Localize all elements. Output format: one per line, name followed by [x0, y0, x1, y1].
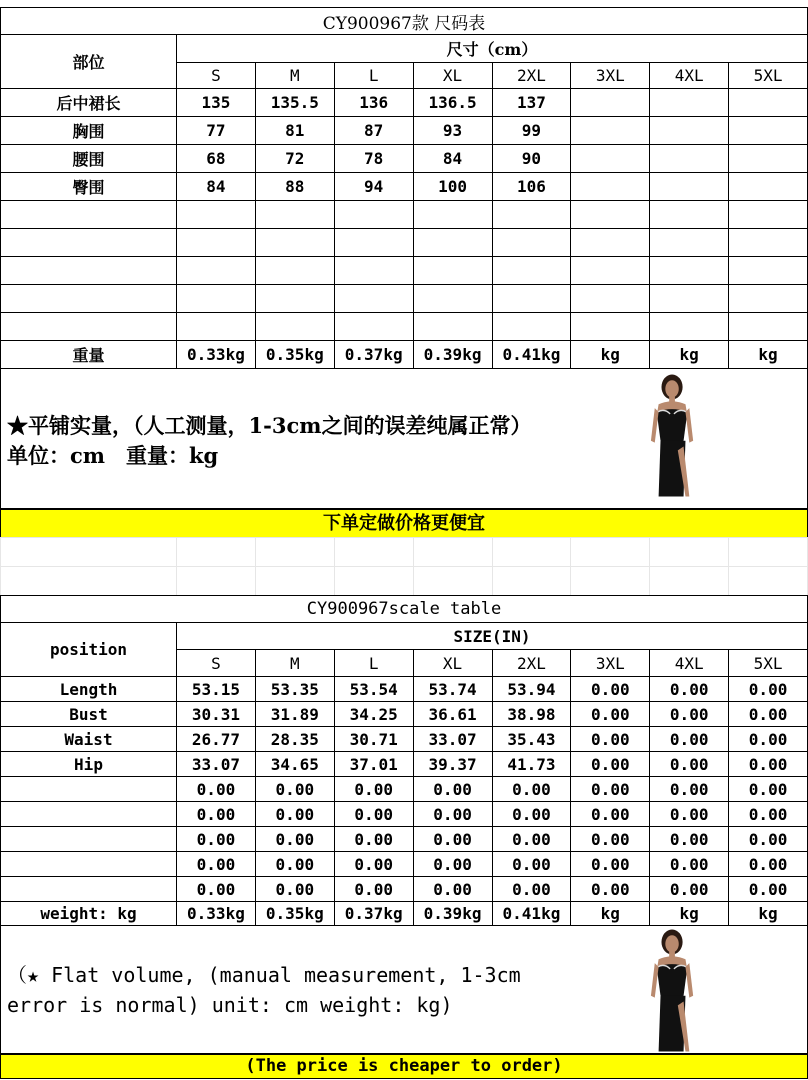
cn-cell: [571, 285, 650, 313]
en-row-label: Waist: [1, 727, 177, 752]
en-size-xl: XL: [413, 650, 492, 677]
cn-cell: [255, 201, 334, 229]
cn-size-table: [0, 7, 808, 369]
en-cell: 39.37: [413, 752, 492, 777]
cn-cell: 135: [177, 89, 256, 117]
cn-cell: [255, 257, 334, 285]
en-cell: 0.00: [571, 877, 650, 902]
model-photo: [649, 371, 697, 499]
cn-cell: [334, 313, 413, 341]
en-cell: 0.00: [729, 827, 808, 852]
en-table-row: [1, 702, 808, 727]
en-cell: 0.00: [334, 827, 413, 852]
cn-size-2xl: 2XL: [492, 63, 571, 89]
cn-row-label: 胸围: [1, 117, 177, 145]
en-weight-cell: kg: [571, 902, 650, 926]
en-weight-cell: 0.35kg: [255, 902, 334, 926]
en-banner: (The price is cheaper to order): [0, 1054, 808, 1079]
en-cell: 0.00: [334, 777, 413, 802]
en-weight-cell: kg: [650, 902, 729, 926]
cn-cell: 81: [255, 117, 334, 145]
en-cell: 26.77: [177, 727, 256, 752]
cn-row-label: [1, 285, 177, 313]
en-cell: 0.00: [729, 702, 808, 727]
en-cell: 0.00: [729, 777, 808, 802]
en-weight-cell: 0.33kg: [177, 902, 256, 926]
cn-size-xl: XL: [413, 63, 492, 89]
en-cell: 53.35: [255, 677, 334, 702]
cn-table-row: [1, 173, 808, 201]
cn-cell: 77: [177, 117, 256, 145]
en-table-row: [1, 877, 808, 902]
en-weight-label: weight: kg: [1, 902, 177, 926]
cn-row-label: 后中裙长: [1, 89, 177, 117]
cn-table-row: [1, 229, 808, 257]
cn-size-4xl: 4XL: [650, 63, 729, 89]
cn-cell: [650, 173, 729, 201]
cn-weight-cell: kg: [571, 341, 650, 369]
cn-cell: [729, 229, 808, 257]
en-size-s: S: [177, 650, 256, 677]
en-cell: 0.00: [334, 877, 413, 902]
cn-row-label: [1, 313, 177, 341]
cn-cell: [729, 117, 808, 145]
en-cell: 0.00: [650, 677, 729, 702]
cn-cell: [650, 285, 729, 313]
cn-cell: [729, 201, 808, 229]
cn-weight-label: 重量: [1, 341, 177, 369]
cn-cell: [571, 117, 650, 145]
en-table-row: [1, 727, 808, 752]
en-weight-row: [1, 902, 808, 926]
cn-note: [7, 411, 531, 471]
en-cell: 0.00: [650, 802, 729, 827]
cn-cell: 88: [255, 173, 334, 201]
en-cell: 0.00: [334, 852, 413, 877]
en-table-row: [1, 852, 808, 877]
cn-cell: [177, 229, 256, 257]
en-cell: 28.35: [255, 727, 334, 752]
en-cell: 0.00: [571, 752, 650, 777]
en-table-row: [1, 752, 808, 777]
en-cell: 0.00: [492, 877, 571, 902]
en-weight-cell: kg: [729, 902, 808, 926]
en-cell: 0.00: [571, 677, 650, 702]
cn-note-line1: ★平铺实量，（人工测量，1-3cm之间的误差纯属正常）: [7, 413, 532, 438]
cn-row-label: [1, 201, 177, 229]
cn-weight-cell: kg: [650, 341, 729, 369]
cn-cell: 68: [177, 145, 256, 173]
en-row-label: [1, 802, 177, 827]
en-cell: 0.00: [650, 777, 729, 802]
cn-size-chart: [0, 7, 808, 538]
en-table-row: [1, 827, 808, 852]
cn-cell: [571, 313, 650, 341]
en-row-label: [1, 877, 177, 902]
cn-cell: [334, 229, 413, 257]
en-cell: 0.00: [492, 852, 571, 877]
en-weight-cell: 0.39kg: [413, 902, 492, 926]
cn-cell: [413, 285, 492, 313]
cn-table-row: [1, 201, 808, 229]
en-cell: 0.00: [729, 802, 808, 827]
cn-cell: [255, 313, 334, 341]
en-cell: 53.94: [492, 677, 571, 702]
cn-position-header: 部位: [1, 35, 177, 89]
cn-cell: [571, 145, 650, 173]
cn-cell: [492, 285, 571, 313]
cn-cell: [650, 145, 729, 173]
en-cell: 0.00: [177, 852, 256, 877]
cn-row-label: [1, 229, 177, 257]
cn-cell: [571, 89, 650, 117]
cn-size-l: L: [334, 63, 413, 89]
en-cell: 41.73: [492, 752, 571, 777]
en-table-row: [1, 777, 808, 802]
cn-cell: [177, 285, 256, 313]
cn-size-3xl: 3XL: [571, 63, 650, 89]
en-size-2xl: 2XL: [492, 650, 571, 677]
en-size-l: L: [334, 650, 413, 677]
en-cell: 35.43: [492, 727, 571, 752]
cn-cell: [729, 285, 808, 313]
en-cell: 37.01: [334, 752, 413, 777]
cn-cell: 135.5: [255, 89, 334, 117]
cn-weight-cell: 0.37kg: [334, 341, 413, 369]
cn-cell: 84: [177, 173, 256, 201]
en-size-3xl: 3XL: [571, 650, 650, 677]
en-note: [7, 960, 521, 1020]
en-cell: 0.00: [571, 802, 650, 827]
en-cell: 0.00: [729, 677, 808, 702]
cn-cell: [413, 313, 492, 341]
cn-cell: [650, 229, 729, 257]
cn-cell: [334, 285, 413, 313]
en-size-m: M: [255, 650, 334, 677]
cn-cell: 87: [334, 117, 413, 145]
en-cell: 0.00: [255, 852, 334, 877]
en-cell: 0.00: [334, 802, 413, 827]
en-cell: 0.00: [255, 877, 334, 902]
cn-table-row: [1, 257, 808, 285]
en-cell: 0.00: [729, 752, 808, 777]
en-table-title: CY900967scale table: [1, 596, 808, 623]
cn-cell: [650, 313, 729, 341]
cn-cell: 106: [492, 173, 571, 201]
en-cell: 0.00: [255, 802, 334, 827]
en-size-5xl: 5XL: [729, 650, 808, 677]
cn-cell: [255, 229, 334, 257]
en-cell: 0.00: [413, 877, 492, 902]
en-cell: 53.74: [413, 677, 492, 702]
en-note-line2: error is normal) unit: cm weight: kg): [7, 993, 453, 1017]
en-cell: 0.00: [413, 852, 492, 877]
gap-grid: [0, 537, 808, 596]
cn-cell: 136: [334, 89, 413, 117]
en-cell: 0.00: [571, 827, 650, 852]
cn-table-title: CY900967款 尺码表: [1, 8, 808, 35]
en-cell: 0.00: [177, 777, 256, 802]
cn-cell: [492, 201, 571, 229]
en-cell: 0.00: [571, 727, 650, 752]
en-position-header: position: [1, 623, 177, 677]
cn-cell: 137: [492, 89, 571, 117]
cn-cell: [492, 313, 571, 341]
en-cell: 0.00: [492, 777, 571, 802]
cn-cell: [177, 313, 256, 341]
cn-cell: 84: [413, 145, 492, 173]
en-cell: 0.00: [255, 777, 334, 802]
cn-cell: [177, 257, 256, 285]
en-cell: 0.00: [650, 752, 729, 777]
cn-note-block: [0, 369, 808, 509]
cn-cell: [729, 89, 808, 117]
en-cell: 0.00: [492, 802, 571, 827]
en-cell: 0.00: [177, 827, 256, 852]
en-weight-cell: 0.37kg: [334, 902, 413, 926]
cn-cell: [492, 257, 571, 285]
en-cell: 0.00: [177, 802, 256, 827]
model-photo-2: [649, 928, 697, 1052]
en-cell: 34.25: [334, 702, 413, 727]
en-cell: 30.71: [334, 727, 413, 752]
cn-cell: 90: [492, 145, 571, 173]
en-cell: 0.00: [571, 777, 650, 802]
cn-table-row: [1, 285, 808, 313]
cn-cell: [650, 257, 729, 285]
cn-weight-cell: 0.33kg: [177, 341, 256, 369]
cn-weight-cell: 0.41kg: [492, 341, 571, 369]
cn-size-header: 尺寸（cm）: [177, 35, 808, 63]
en-row-label: Bust: [1, 702, 177, 727]
en-cell: 0.00: [255, 827, 334, 852]
en-cell: 33.07: [177, 752, 256, 777]
en-table-row: [1, 677, 808, 702]
en-cell: 34.65: [255, 752, 334, 777]
en-row-label: [1, 827, 177, 852]
cn-cell: [571, 201, 650, 229]
en-cell: 0.00: [650, 827, 729, 852]
cn-cell: [413, 257, 492, 285]
cn-cell: [571, 257, 650, 285]
en-row-label: Length: [1, 677, 177, 702]
en-cell: 0.00: [571, 702, 650, 727]
en-cell: 0.00: [650, 702, 729, 727]
en-note-line1: （★ Flat volume, (manual measurement, 1-3cm: [7, 963, 521, 987]
en-cell: 0.00: [492, 827, 571, 852]
cn-cell: [650, 117, 729, 145]
en-size-4xl: 4XL: [650, 650, 729, 677]
cn-cell: [334, 201, 413, 229]
cn-banner: 下单定做价格更便宜: [0, 509, 808, 538]
cn-table-row: [1, 89, 808, 117]
cn-note-line2: 单位：cm 重量：kg: [7, 443, 219, 468]
en-cell: 38.98: [492, 702, 571, 727]
cn-cell: 99: [492, 117, 571, 145]
en-table-row: [1, 802, 808, 827]
cn-weight-cell: kg: [729, 341, 808, 369]
cn-cell: [729, 257, 808, 285]
en-size-table: [0, 595, 808, 926]
cn-cell: 100: [413, 173, 492, 201]
cn-cell: [413, 201, 492, 229]
cn-cell: [729, 145, 808, 173]
en-size-header: SIZE(IN): [177, 623, 808, 650]
cn-cell: 72: [255, 145, 334, 173]
cn-size-5xl: 5XL: [729, 63, 808, 89]
cn-row-label: 臀围: [1, 173, 177, 201]
en-weight-cell: 0.41kg: [492, 902, 571, 926]
en-cell: 31.89: [255, 702, 334, 727]
cn-weight-cell: 0.35kg: [255, 341, 334, 369]
cn-row-label: 腰围: [1, 145, 177, 173]
en-cell: 30.31: [177, 702, 256, 727]
en-row-label: Hip: [1, 752, 177, 777]
en-cell: 36.61: [413, 702, 492, 727]
en-size-chart: [0, 595, 808, 1079]
en-cell: 0.00: [571, 852, 650, 877]
cn-cell: 94: [334, 173, 413, 201]
cn-weight-cell: 0.39kg: [413, 341, 492, 369]
en-cell: 0.00: [650, 852, 729, 877]
en-cell: 0.00: [413, 802, 492, 827]
en-cell: 0.00: [413, 827, 492, 852]
en-cell: 0.00: [729, 727, 808, 752]
cn-cell: [413, 229, 492, 257]
en-cell: 0.00: [650, 727, 729, 752]
cn-cell: [492, 229, 571, 257]
cn-cell: [571, 229, 650, 257]
cn-cell: 136.5: [413, 89, 492, 117]
cn-cell: 93: [413, 117, 492, 145]
cn-cell: [650, 89, 729, 117]
en-row-label: [1, 777, 177, 802]
en-cell: 0.00: [729, 852, 808, 877]
cn-cell: [650, 201, 729, 229]
cn-table-row: [1, 145, 808, 173]
cn-cell: 78: [334, 145, 413, 173]
cn-cell: [571, 173, 650, 201]
en-cell: 53.54: [334, 677, 413, 702]
cn-cell: [334, 257, 413, 285]
en-note-block: [0, 926, 808, 1054]
cn-weight-row: [1, 341, 808, 369]
en-cell: 0.00: [413, 777, 492, 802]
en-cell: 0.00: [729, 877, 808, 902]
cn-cell: [729, 313, 808, 341]
en-cell: 33.07: [413, 727, 492, 752]
cn-size-s: S: [177, 63, 256, 89]
en-cell: 0.00: [177, 877, 256, 902]
en-row-label: [1, 852, 177, 877]
en-cell: 0.00: [650, 877, 729, 902]
cn-table-row: [1, 117, 808, 145]
cn-cell: [255, 285, 334, 313]
cn-cell: [177, 201, 256, 229]
cn-cell: [729, 173, 808, 201]
en-cell: 53.15: [177, 677, 256, 702]
cn-table-row: [1, 313, 808, 341]
cn-row-label: [1, 257, 177, 285]
cn-size-m: M: [255, 63, 334, 89]
